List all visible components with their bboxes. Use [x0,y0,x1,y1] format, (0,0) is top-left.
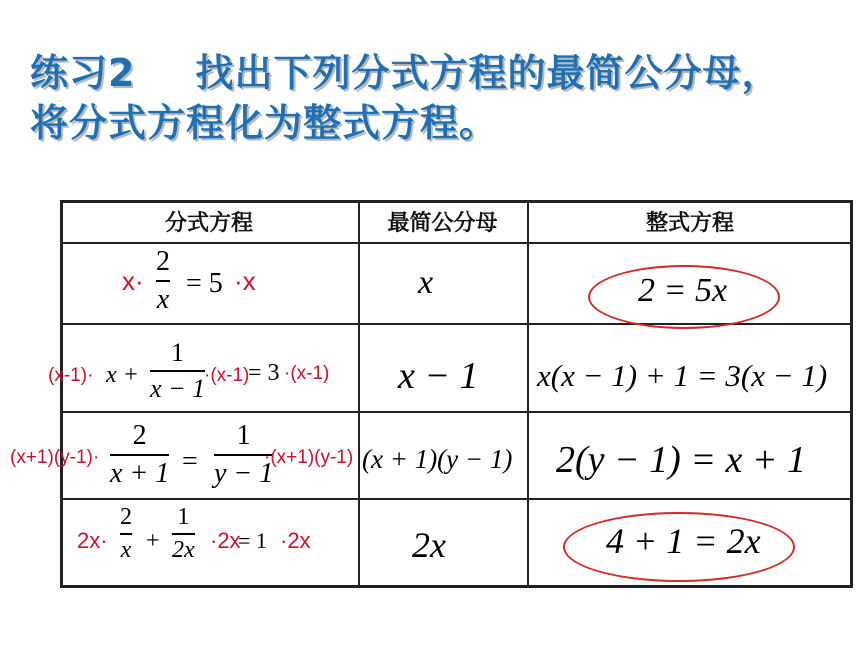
integral-equation: 2 = 5x [638,272,728,309]
numerator: 1 [236,420,251,451]
multiplier-right: ·(x+1)(y-1) [264,447,354,468]
denominator: y − 1 [214,458,274,489]
lcd-value: 2x [412,525,446,565]
plus-sign: + [146,528,160,554]
table-border-bottom [60,585,853,588]
table-border-top [60,200,853,203]
table-row-divider [60,411,853,413]
denominator: x + 1 [110,458,170,489]
integral-equation: x(x − 1) + 1 = 3(x − 1) [537,358,828,393]
fraction-bar [172,533,195,535]
multiplier-right: ·(x-1) [284,363,330,384]
header-fractional-equation: 分式方程 [164,210,253,236]
integral-equation: 4 + 1 = 2x [606,521,761,561]
equation-rhs: = 1 [238,528,267,553]
denominator: x [156,284,170,315]
table-border-right [850,200,853,588]
multiplier-mid: ·(x-1) [204,365,250,386]
fraction-bar [150,370,205,372]
exercise-label: 练习2 [30,51,136,95]
table-row-divider [60,498,853,500]
exercise-title-line1 [30,42,780,97]
fraction [172,504,195,564]
denominator: x [120,537,132,563]
integral-equation: 2(y − 1) = x + 1 [556,439,806,481]
fraction [150,338,205,404]
fraction-bar [110,454,169,456]
numerator: 1 [177,504,190,530]
multiplier-right: ·2x [280,528,311,553]
equation-term: x + [106,362,139,388]
equation-rhs: = 5 [186,268,223,299]
lcd-value: x − 1 [398,355,479,397]
table-border-left [60,200,63,588]
fraction [120,504,132,564]
denominator: x − 1 [150,374,206,403]
highlight-ellipse [563,512,795,582]
numerator: 2 [156,246,170,277]
multiplier-left: (x-1)· [48,365,94,386]
exercise-instruction: 找出下列分式方程的最简公分母， [195,51,781,95]
multiplier-left: 2x· [77,528,108,553]
multiplier-left: x· [122,266,144,296]
exercise-title-line2: 将分式方程化为整式方程。 [30,101,499,145]
lcd-value: (x + 1)(y − 1) [362,444,513,474]
fraction-bar [156,280,170,282]
fraction-bar [120,533,132,535]
equation-rhs: = 3 [248,360,280,386]
table-col-divider [527,200,529,588]
highlight-ellipse [588,265,780,329]
multiplier-right: ·x [234,266,256,296]
fraction [110,420,169,490]
multiplier-mid: ·2x [210,528,241,553]
table-header-divider [60,242,853,244]
table-col-divider [358,200,360,588]
fraction [156,246,170,316]
header-integral-equation: 整式方程 [645,210,734,236]
denominator: 2x [172,537,195,563]
equals-sign: = [182,446,198,477]
numerator: 2 [120,504,132,530]
numerator: 1 [171,338,185,367]
numerator: 2 [132,420,147,451]
lcd-value: x [418,264,434,301]
multiplier-left: (x+1)(y-1)· [10,447,100,468]
header-lcd: 最简公分母 [387,210,498,236]
